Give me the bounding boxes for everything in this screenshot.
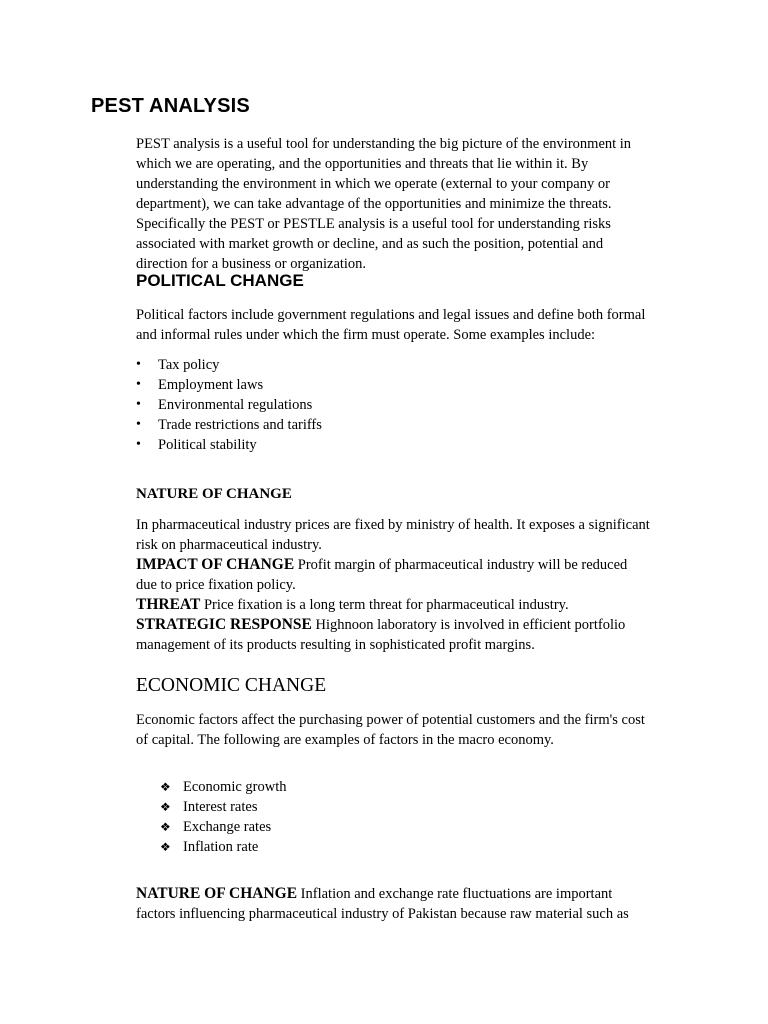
threat-line	[136, 595, 676, 615]
list-item: • Political stability	[136, 435, 322, 455]
list-item: • Tax policy	[136, 355, 322, 375]
intro-line: associated with market growth or decline, and as such the position, potential and	[136, 236, 604, 252]
nature-line: risk on pharmaceutical industry.	[136, 537, 322, 553]
economic-nature-text: Inflation and exchange rate fluctuations are important	[297, 886, 613, 902]
intro-line: department), we can take advantage of the opportunities and minimize the threats.	[136, 196, 612, 212]
political-line: and informal rules under which the firm must operate. Some examples include:	[136, 327, 596, 343]
intro-line: understanding the environment in which we operate (external to your company or	[136, 176, 610, 192]
political-paragraph	[136, 305, 676, 345]
political-change-heading: POLITICAL CHANGE	[136, 271, 304, 290]
impact-line	[136, 555, 676, 575]
response-line	[136, 615, 676, 635]
list-item: • Trade restrictions and tariffs	[136, 415, 322, 435]
list-item: ❖ Inflation rate	[160, 837, 287, 857]
impact-label: IMPACT OF CHANGE	[136, 556, 295, 573]
economic-nature-paragraph	[136, 884, 676, 924]
intro-line: PEST analysis is a useful tool for understanding the big picture of the environment in	[136, 136, 632, 152]
intro-line: Specifically the PEST or PESTLE analysis is a useful tool for understanding risks	[136, 216, 611, 232]
page-title: PEST ANALYSIS	[91, 95, 250, 117]
economic-change-heading: ECONOMIC CHANGE	[136, 675, 327, 696]
economic-factors-list	[160, 777, 287, 857]
strategic-response-label: STRATEGIC RESPONSE	[136, 616, 312, 633]
response-text: Highnoon laboratory is involved in efficient portfolio	[311, 617, 626, 633]
economic-line: Economic factors affect the purchasing power of potential customers and the firm's cost	[136, 712, 645, 728]
intro-paragraph	[136, 134, 676, 274]
political-analysis-paragraph	[136, 515, 676, 655]
economic-line: of capital. The following are examples of factors in the macro economy.	[136, 732, 554, 748]
list-item: ❖ Interest rates	[160, 797, 287, 817]
impact-text: Profit margin of pharmaceutical industry will be reduced	[294, 557, 628, 573]
intro-line: which we are operating, and the opportunities and threats that lie within it. By	[136, 156, 589, 172]
list-item: ❖ Economic growth	[160, 777, 287, 797]
list-item: • Employment laws	[136, 375, 322, 395]
list-item: • Environmental regulations	[136, 395, 322, 415]
economic-nature-line-2: factors influencing pharmaceutical industry of Pakistan because raw material such as	[136, 906, 629, 922]
nature-of-change-heading: NATURE OF CHANGE	[136, 486, 292, 502]
political-factors-list	[136, 355, 322, 455]
economic-nature-line	[136, 884, 676, 904]
response-line-2: management of its products resulting in sophisticated profit margins.	[136, 637, 535, 653]
impact-line-2: due to price fixation policy.	[136, 577, 296, 593]
nature-line: In pharmaceutical industry prices are fixed by ministry of health. It exposes a significant	[136, 517, 650, 533]
threat-text: Price fixation is a long term threat for pharmaceutical industry.	[200, 597, 569, 613]
political-line: Political factors include government regulations and legal issues and define both formal	[136, 307, 646, 323]
threat-label: THREAT	[136, 596, 201, 613]
intro-line: direction for a business or organization.	[136, 256, 367, 272]
economic-nature-label: NATURE OF CHANGE	[136, 885, 298, 902]
list-item: ❖ Exchange rates	[160, 817, 287, 837]
economic-paragraph	[136, 710, 676, 750]
